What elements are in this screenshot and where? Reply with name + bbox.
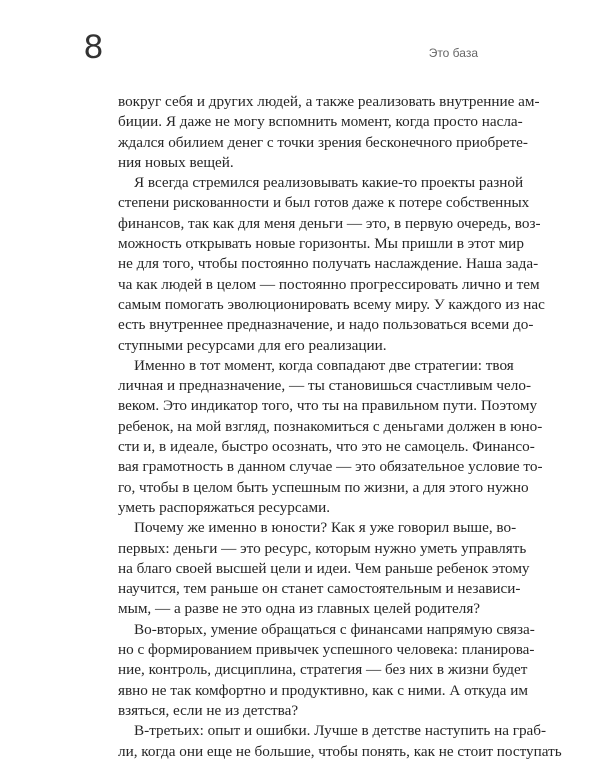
text-line: В-третьих: опыт и ошибки. Лучше в детстве наступить на граб-	[134, 722, 547, 740]
text-line: ча как людей в целом — постоянно прогрессировать лично и тем	[118, 275, 540, 293]
text-line: Почему же именно в юности? Как я уже говорил выше, во-	[134, 519, 517, 537]
text-line: го, чтобы в целом быть успешным по жизни, а для этого нужно	[118, 478, 529, 496]
text-line: финансов, так как для меня деньги — это, в первую очередь, воз-	[118, 214, 541, 232]
text-line: научится, тем раньше он станет самостоятельным и независи-	[118, 580, 521, 598]
running-head: Это база	[428, 46, 478, 60]
text-line: не для того, чтобы постоянно получать наслаждение. Наша зада-	[118, 255, 539, 273]
text-line: биции. Я даже не могу вспомнить момент, когда просто насла-	[118, 113, 523, 131]
text-line: вая грамотность в данном случае — это обязательное условие то-	[118, 458, 543, 476]
text-line: есть внутреннее предназначение, и надо пользоваться всеми до-	[118, 316, 534, 334]
text-line: Я всегда стремился реализовывать какие-то проекты разной	[134, 174, 524, 192]
text-line: но с формированием привычек успешного человека: планирова-	[118, 641, 535, 659]
text-line: ступными ресурсами для его реализации.	[118, 336, 387, 354]
text-line: веком. Это индикатор того, что ты на правильном пути. Поэтому	[118, 397, 538, 415]
text-line: ние, контроль, дисциплина, стратегия — без них в жизни будет	[118, 661, 528, 679]
text-line: ли, когда они еще не большие, чтобы понять, как не стоит поступать	[118, 742, 562, 760]
text-line: уметь распоряжаться ресурсами.	[118, 498, 331, 516]
text-line: сти и, в идеале, быстро осознать, что это не самоцель. Финансо-	[118, 438, 535, 456]
text-line: мым, — а разве не это одна из главных целей родителя?	[118, 600, 481, 618]
text-line: ния новых вещей.	[118, 153, 234, 171]
text-line: Именно в тот момент, когда совпадают две стратегии: твоя	[134, 356, 514, 374]
text-line: взяться, если не из детства?	[118, 701, 299, 719]
text-line: ребенок, на мой взгляд, познакомиться с деньгами должен в юно-	[118, 417, 543, 435]
text-line: явно не так комфортно и продуктивно, как с ними. А откуда им	[118, 681, 528, 699]
text-line: на благо своей высшей цели и идеи. Чем раньше ребенок этому	[118, 559, 530, 577]
body-text	[118, 92, 562, 762]
text-line: можность открывать новые горизонты. Мы пришли в этот мир	[118, 235, 524, 253]
text-line: степени рискованности и был готов даже к потере собственных	[118, 194, 530, 212]
text-line: первых: деньги — это ресурс, которым нужно уметь управлять	[118, 539, 527, 557]
text-line: личная и предназначение, — ты становишься счастливым чело-	[118, 377, 532, 395]
text-line: Во-вторых, умение обращаться с финансами напрямую связа-	[134, 620, 535, 638]
page-number: 8	[84, 28, 103, 66]
text-line: самым помогать эволюционировать всему миру. У каждого из нас	[118, 295, 545, 313]
text-line: вокруг себя и других людей, а также реализовать внутренние ам-	[118, 93, 540, 110]
text-line: ждался обилием денег с точки зрения бесконечного приобрете-	[118, 133, 528, 151]
